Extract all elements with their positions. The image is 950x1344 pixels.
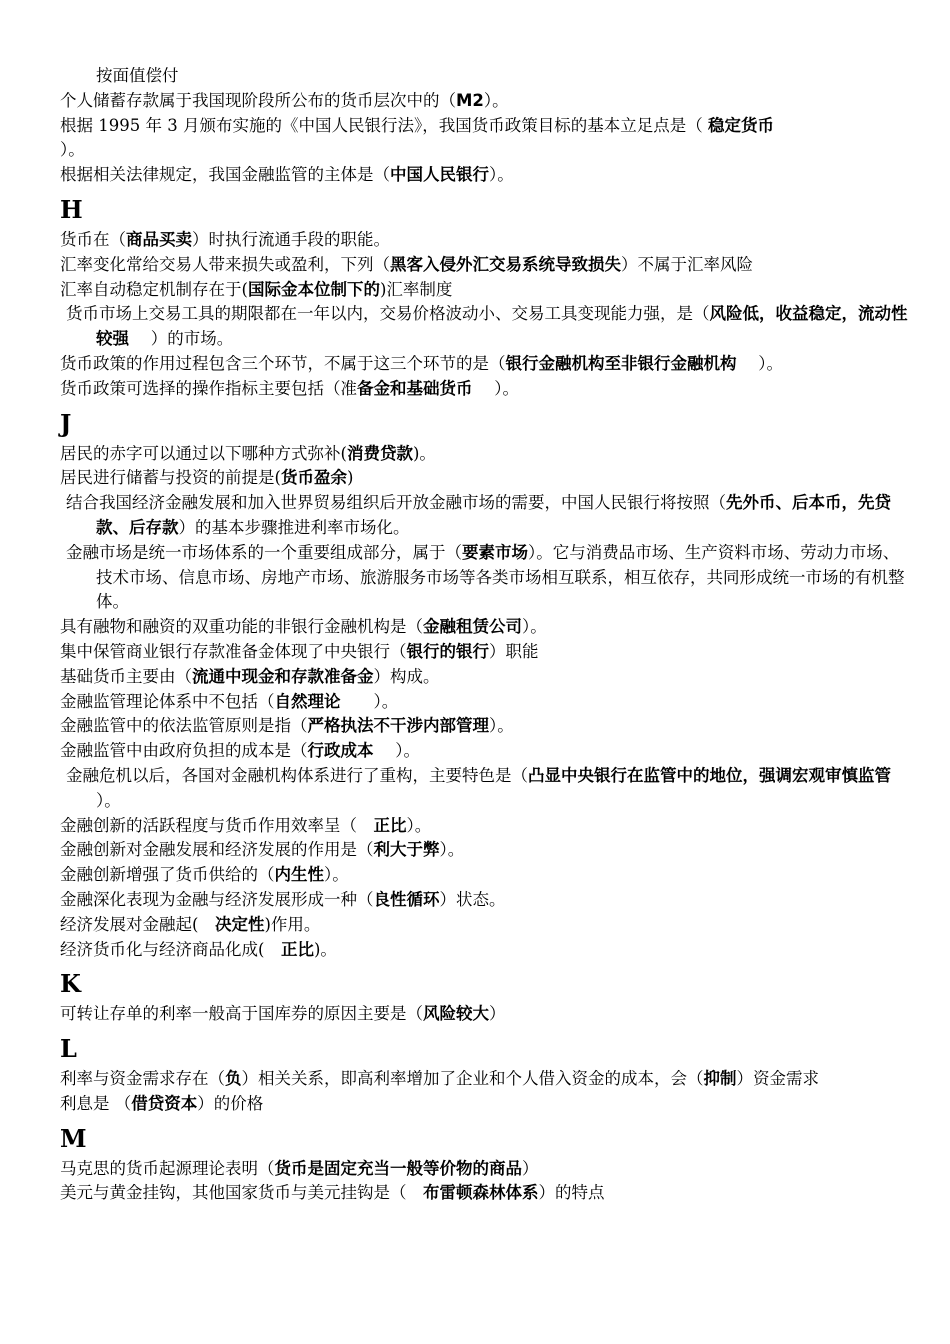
section-letter-m: M [60, 1123, 87, 1153]
text-line: 个人储蓄存款属于我国现阶段所公布的货币层次中的（M2）。 [60, 90, 509, 110]
text-line: 金融危机以后，各国对金融机构体系进行了重构，主要特色是（凸显中央银行在监管中的地位，强调宏观审慎监管 ）。 [66, 765, 908, 810]
section-letter-h: H [60, 194, 83, 224]
text-line: 根据 1995 年 3 月颁布实施的《中国人民银行法》，我国货币政策目标的基本立足点是（ 稳定货币 [60, 115, 774, 135]
text-line: 集中保管商业银行存款准备金体现了中央银行（银行的银行）职能 [60, 641, 539, 661]
text-line: 居民的赤字可以通过以下哪种方式弥补(消费贷款)。 [60, 443, 436, 463]
text-line: 金融监管中由政府负担的成本是（行政成本 ）。 [60, 741, 420, 761]
text-line: 可转让存单的利率一般高于国库券的原因主要是（风险较大） [60, 1004, 506, 1024]
text-line: 货币在（商品买卖）时执行流通手段的职能。 [60, 229, 390, 249]
text-line: 利息是 （借贷资本）的价格 [60, 1093, 264, 1113]
text-line: ）。 [60, 140, 85, 160]
section-letter-j: J [60, 408, 72, 438]
text-line: 经济货币化与经济商品化成( 正比)。 [60, 939, 337, 959]
text-line: 经济发展对金融起( 决定性)作用。 [60, 914, 321, 934]
section-letter-k: K [60, 969, 81, 999]
text-line: 根据相关法律规定，我国金融监管的主体是（中国人民银行）。 [60, 165, 514, 185]
text-line: 结合我国经济金融发展和加入世界贸易组织后开放金融市场的需要，中国人民银行将按照（先外币、后本币，先贷款、后存款）的基本步骤推进利率市场化。 [66, 493, 891, 537]
document-page [60, 64, 910, 1206]
text-line: 金融创新对金融发展和经济发展的作用是（利大于弊）。 [60, 840, 465, 860]
text-line: 基础货币主要由（流通中现金和存款准备金）构成。 [60, 666, 440, 686]
text-line: 货币政策的作用过程包含三个环节，不属于这三个环节的是（银行金融机构至非银行金融机构 ）。 [60, 353, 783, 373]
section-letter-l: L [60, 1034, 77, 1064]
text-line: 居民进行储蓄与投资的前提是(货币盈余) [60, 468, 354, 488]
answer: 中国人民银行 [390, 165, 489, 185]
text-line: 货币市场上交易工具的期限都在一年以内，交易价格波动小、交易工具变现能力强，是（风险低，收益稳定，流动性较强 ）的市场。 [66, 304, 908, 349]
text-line: 金融市场是统一市场体系的一个重要组成部分，属于（要素市场）。它与消费品市场、生产资料市场、劳动力市场、技术市场、信息市场、房地产市场、旅游服务市场等各类市场相互联系，相互依存，共同形成统一市场的有机整体。 [66, 542, 905, 612]
text-line: 美元与黄金挂钩，其他国家货币与美元挂钩是（ 布雷顿森林体系）的特点 [60, 1183, 605, 1203]
text-line: 汇率自动稳定机制存在于(国际金本位制下的)汇率制度 [60, 279, 453, 299]
answer: M2 [456, 90, 484, 110]
text-line: 利率与资金需求存在（负）相关关系，即高利率增加了企业和个人借入资金的成本，会（抑制）资金需求 [60, 1069, 819, 1089]
text-line: 按面值偿付 [96, 66, 179, 85]
answer: 稳定货币 [707, 115, 774, 135]
text-line: 货币政策可选择的操作指标主要包括（准备金和基础货币 ）。 [60, 378, 519, 398]
text-line: 金融创新的活跃程度与货币作用效率呈（ 正比）。 [60, 815, 432, 835]
text-line: 金融创新增强了货币供给的（内生性）。 [60, 865, 349, 885]
text-line: 金融深化表现为金融与经济发展形成一种（良性循环）状态。 [60, 889, 506, 909]
text-line: 马克思的货币起源理论表明（货币是固定充当一般等价物的商品） [60, 1158, 539, 1178]
text-line: 具有融物和融资的双重功能的非银行金融机构是（金融租赁公司）。 [60, 617, 547, 637]
text-line: 金融监管理论体系中不包括（自然理论 ）。 [60, 691, 399, 711]
text-line: 汇率变化常给交易人带来损失或盈利，下列（黑客入侵外汇交易系统导致损失）不属于汇率风险 [60, 254, 753, 274]
text-line: 金融监管中的依法监管原则是指（严格执法不干涉内部管理）。 [60, 716, 514, 736]
